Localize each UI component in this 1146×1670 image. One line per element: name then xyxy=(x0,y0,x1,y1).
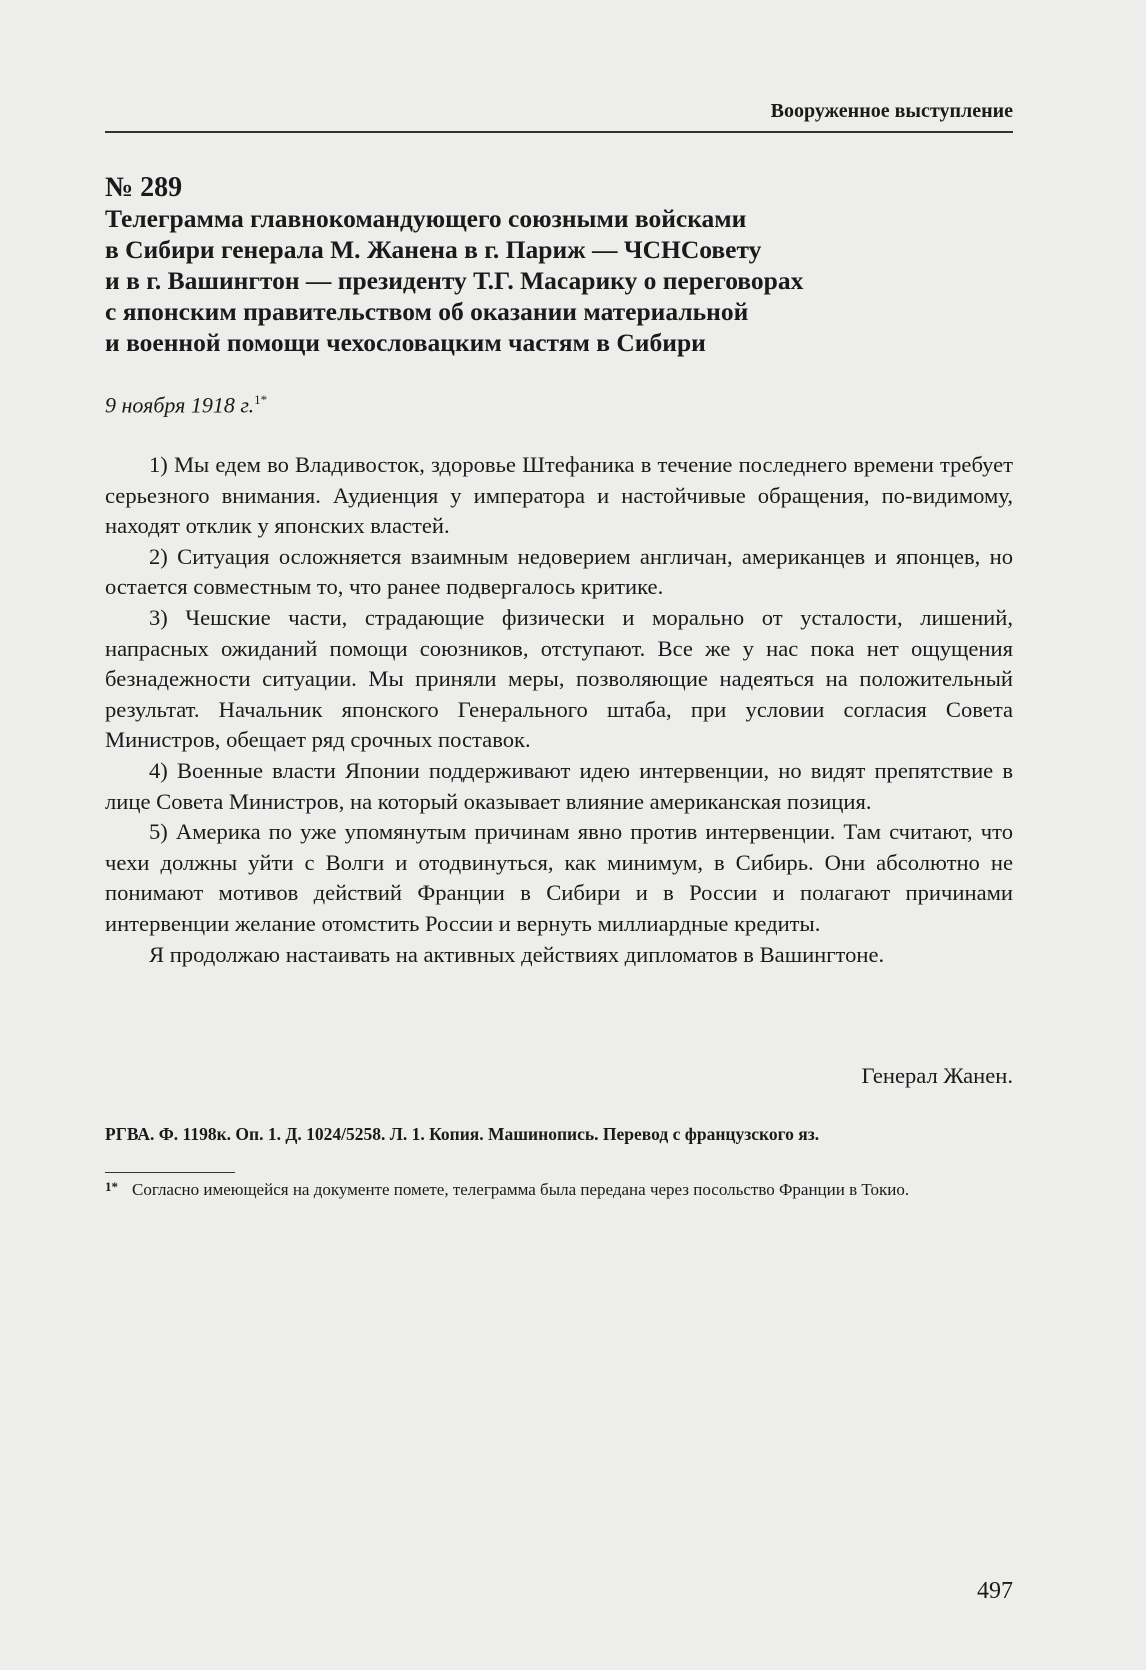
paragraph: 2) Ситуация осложняется взаимным недоверием англичан, американцев и японцев, но остается совместным то, что ранее подвергалось критике. xyxy=(105,543,1013,600)
archive-reference: РГВА. Ф. 1198к. Оп. 1. Д. 1024/5258. Л. 1. Копия. Машинопись. Перевод с французского яз. xyxy=(105,1124,820,1144)
date-text: 9 ноября 1918 г. xyxy=(105,392,255,418)
paragraph: 1) Мы едем во Владивосток, здоровье Штефаника в течение последнего времени требует серьезного внимания. Аудиенция у императора и настойчивые обращения, по-видимому, находят отклик у японских властей. xyxy=(105,452,1013,539)
footnote-text: Согласно имеющейся на документе помете, телеграмма была передана через посольство Франции в Токио. xyxy=(132,1180,910,1199)
document-body xyxy=(105,450,1013,970)
running-head: Вооруженное выступление xyxy=(770,100,1013,122)
paragraph: 5) Америка по уже упомянутым причинам явно против интервенции. Там считают, что чехи должны уйти с Волги и отодвинуться, как минимум, в Сибирь. Они абсолютно не понимают мотивов действий Франции в Сибири и в России и полагают причинами интервенции желание отомстить России и вернуть миллиардные кредиты. xyxy=(105,819,1013,936)
footnote xyxy=(105,1178,1013,1201)
paragraph: 3) Чешские части, страдающие физически и морально от усталости, лишений, напрасных ожиданий помощи союзников, отступают. Все же у нас пока нет ощущения безнадежности ситуации. Мы приняли меры, позволяющие надеяться на положительный результат. Начальник японского Генерального штаба, при условии согласия Совета Министров, обещает ряд срочных поставок. xyxy=(105,604,1013,753)
footnote-divider xyxy=(105,1172,235,1173)
paragraph: Я продолжаю настаивать на активных действиях дипломатов в Вашингтоне. xyxy=(149,941,885,967)
page-number: 497 xyxy=(977,1578,1013,1604)
footnote-reference: 1* xyxy=(254,392,268,407)
title-line: в Сибири генерала М. Жанена в г. Париж — ЧСНСовету xyxy=(105,235,762,264)
title-line: и военной помощи чехословацким частям в Сибири xyxy=(105,328,706,357)
document-date xyxy=(105,392,267,418)
document-title xyxy=(105,203,905,358)
footnote-mark: 1* xyxy=(105,1179,118,1194)
title-line: с японским правительством об оказании материальной xyxy=(105,297,749,326)
paragraph: 4) Военные власти Японии поддерживают идею интервенции, но видят препятствие в лице Совета Министров, на который оказывает влияние американская позиция. xyxy=(105,757,1013,814)
document-number: № 289 xyxy=(105,172,183,203)
title-line: и в г. Вашингтон — президенту Т.Г. Масарику о переговорах xyxy=(105,266,804,295)
header-divider xyxy=(105,131,1013,133)
signature: Генерал Жанен. xyxy=(861,1063,1013,1088)
title-line: Телеграмма главнокомандующего союзными войсками xyxy=(105,204,747,233)
